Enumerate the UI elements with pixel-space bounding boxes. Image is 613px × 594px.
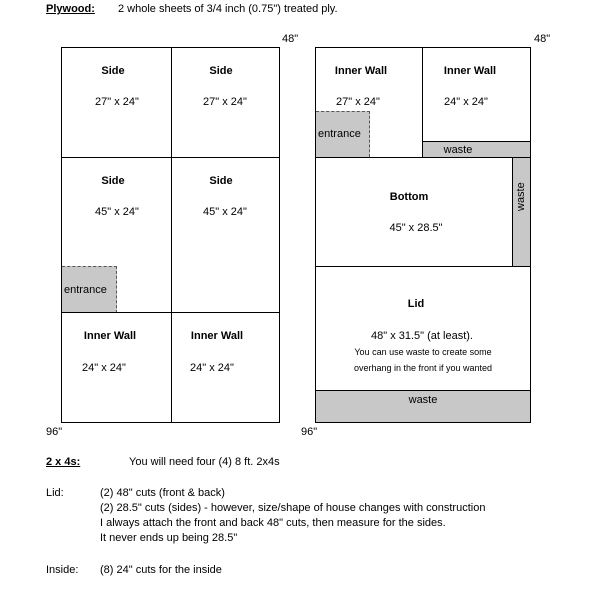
sheet-2-divider [512, 157, 513, 266]
entrance-label: entrance [318, 128, 361, 140]
lid-note: overhang in the front if you wanted [353, 363, 493, 373]
lid-note: You can use waste to create some [354, 347, 492, 357]
piece-size: 27" x 24" [336, 96, 380, 108]
waste-label: waste [408, 394, 438, 406]
piece-name: Lid [407, 298, 425, 310]
lid-line: It never ends up being 28.5" [100, 532, 238, 544]
piece-size: 27" x 24" [95, 96, 139, 108]
waste-label: waste [443, 144, 473, 156]
sheet-2-divider [315, 157, 531, 158]
sheet-height-label: 96" [46, 426, 63, 438]
lumber-label: 2 x 4s: [46, 456, 81, 468]
sheet-2-divider [422, 47, 423, 157]
piece-size: 45" x 24" [203, 206, 247, 218]
lid-line: I always attach the front and back 48" cuts, then measure for the sides. [100, 517, 446, 529]
waste-label: waste [515, 182, 527, 211]
piece-name: Side [209, 65, 233, 77]
lid-line: (2) 28.5" cuts (sides) - however, size/shape of house changes with construction [100, 502, 486, 514]
piece-name: Inner Wall [190, 330, 244, 342]
piece-name: Side [101, 175, 125, 187]
piece-name: Bottom [389, 191, 429, 203]
entrance-label: entrance [64, 284, 107, 296]
piece-size: 24" x 24" [82, 362, 126, 374]
piece-size: 24" x 24" [444, 96, 488, 108]
sheet-width-label: 48" [534, 33, 551, 45]
lumber-description: You will need four (4) 8 ft. 2x4s [129, 456, 280, 468]
plywood-label: Plywood: [46, 3, 95, 15]
lid-label: Lid: [46, 487, 64, 499]
piece-name: Inner Wall [443, 65, 497, 77]
piece-name: Inner Wall [83, 330, 137, 342]
piece-size: 24" x 24" [190, 362, 234, 374]
piece-size: 48" x 31.5" (at least). [371, 330, 473, 342]
inside-label: Inside: [46, 564, 79, 576]
piece-size: 27" x 24" [203, 96, 247, 108]
piece-size: 45" x 24" [95, 206, 139, 218]
sheet-height-label: 96" [301, 426, 318, 438]
plywood-description: 2 whole sheets of 3/4 inch (0.75") treated ply. [118, 3, 338, 15]
piece-name: Inner Wall [334, 65, 388, 77]
piece-name: Side [101, 65, 125, 77]
sheet-width-label: 48" [282, 33, 299, 45]
piece-size: 45" x 28.5" [389, 222, 443, 234]
piece-name: Side [209, 175, 233, 187]
sheet-2-divider [423, 141, 531, 142]
sheet-2-divider [315, 390, 531, 391]
sheet-2-divider [315, 266, 531, 267]
inside-line: (8) 24" cuts for the inside [100, 564, 222, 576]
sheet-1-divider [171, 47, 172, 423]
lid-line: (2) 48" cuts (front & back) [100, 487, 225, 499]
